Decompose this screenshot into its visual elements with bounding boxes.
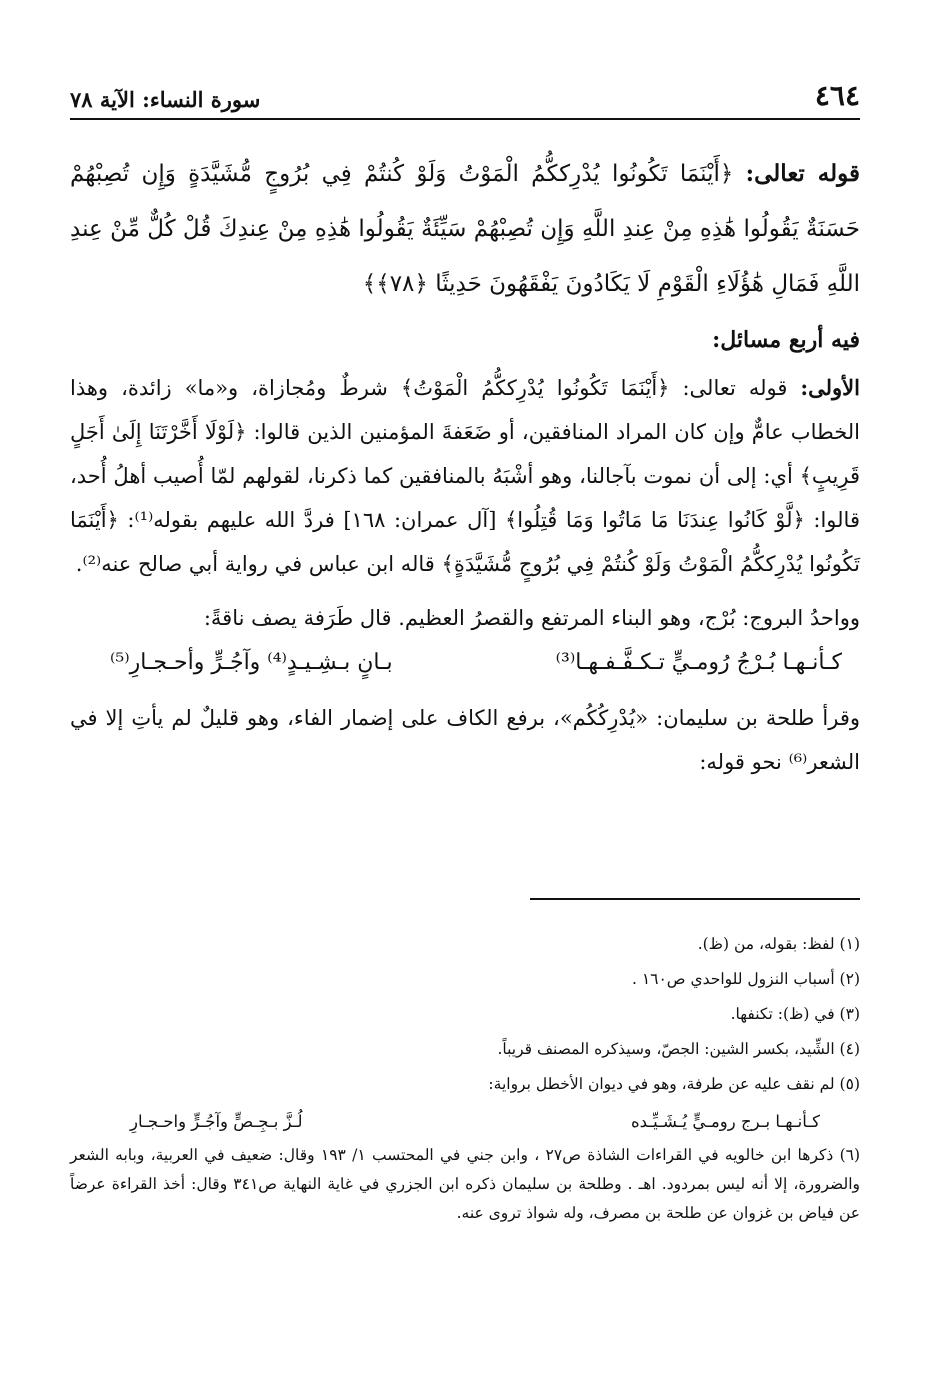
running-title: سورة النساء: الآية ٧٨ [70, 87, 261, 112]
poem-verse [70, 640, 860, 686]
footnote-3: (٣) في (ظ): تكنفها. [730, 1005, 860, 1023]
footnote-separator [530, 898, 860, 900]
page-number: ٤٦٤ [814, 79, 860, 112]
intro-label: قوله تعالى: [745, 160, 860, 187]
footnote-4: (٤) الشِّيد، بكسر الشين: الجصّ، وسيذكره المصنف قريباً. [497, 1040, 860, 1058]
quran-verse-block [70, 146, 860, 312]
verse-first-hemistich: كـأنـهـا بُـرْجُ رُومـيٍّ تـكـفَّـفـهـا⁽³⁾ [555, 650, 842, 675]
verse-second-hemistich: بـانٍ بـشِـيـدٍ⁽⁴⁾ وآجُـرٍّ وأحـجـارِ⁽⁵⁾ [110, 650, 393, 675]
quran-verse: ﴿أَيْنَمَا تَكُونُوا يُدْرِككُّمُ الْمَوْتُ وَلَوْ كُنتُمْ فِي بُرُوجٍ مُّشَيَّدَةٍ وَإِن تُصِبْهُمْ حَسَنَةٌ يَقُولُوا هَٰذِهِ مِنْ عِندِ اللَّهِ وَإِن تُصِبْهُمْ سَيِّئَةٌ يَقُولُوا هَٰذِهِ مِنْ عِندِكَ قُلْ كُلٌّ مِّنْ عِندِ اللَّهِ فَمَالِ هَٰؤُلَاءِ الْقَوْمِ لَا يَكَادُونَ يَفْقَهُونَ حَدِيثًا ﴿٧٨﴾﴾ [70, 161, 860, 297]
paragraph-burj: وواحدُ البروج: بُرْج، وهو البناء المرتفع والقصرُ العظيم. قال طَرَفة يصف ناقةً: [203, 606, 860, 630]
main-text [70, 146, 860, 784]
page-header [70, 78, 860, 120]
footnote-2: (٢) أسباب النزول للواحدي ص١٦٠ . [631, 970, 860, 988]
footnote-1: (١) لفظ: بقوله، من (ظ). [697, 935, 860, 953]
paragraph-first-issue [70, 366, 860, 586]
footnote-5-verse [70, 1105, 860, 1139]
paragraph-reading: وقرأ طلحة بن سليمان: «يُدْرِكُكُم»، برفع الكاف على إضمار الفاء، وهو قليلٌ لم يأتِ إلا في الشعر⁽⁶⁾ نحو قوله: [70, 706, 860, 774]
footnote-verse-first: كـأنـهـا بـرج رومـيٍّ يُـشَـيِّـده [631, 1112, 820, 1131]
footnote-verse-second: لُـزَّ بـجِـصٍّ وآجُـرٍّ واحـجـارِ [130, 1112, 303, 1131]
footnote-5: (٥) لم نقف عليه عن طرفة، وهو في ديوان الأخطل برواية: [488, 1075, 860, 1093]
section-heading: فيه أربع مسائل: [712, 327, 860, 353]
first-issue-text: قوله تعالى: ﴿أَيْنَمَا تَكُونُوا يُدْرِككُّمُ الْمَوْتُ﴾ شرطٌ ومُجازاة، و«ما» زائدة، وهذا الخطاب عامٌّ وإن كان المراد المنافقين، أو ضَعَفةَ المؤمنين الذين قالوا: ﴿لَوْلَا أَخَّرْتَنَا إِلَىٰ أَجَلٍ قَرِيبٍ﴾ أي: إلى أن نموت بآجالنا، وهو أشْبَهُ بالمنافقين كما ذكرنا، لقولهم لمّا أُصيب أهلُ أُحد، قالوا: ﴿لَّوْ كَانُوا عِندَنَا مَا مَاتُوا وَمَا قُتِلُوا﴾ [آل عمران: ١٦٨] فردَّ الله عليهم بقوله⁽¹⁾: ﴿أَيْنَمَا تَكُونُوا يُدْرِككُّمُ الْمَوْتُ وَلَوْ كُنتُمْ فِي بُرُوجٍ مُّشَيَّدَةٍ﴾ قاله ابن عباس في رواية أبي صالح عنه⁽²⁾. [70, 376, 860, 576]
footnote-6: (٦) ذكرها ابن خالويه في القراءات الشاذة ص٢٧ ، وابن جني في المحتسب ١/ ١٩٣ وقال: ضعيف في العربية، وبابه الشعر والضرورة، إلا أنه ليس بمردود. اهـ . وطلحة بن سليمان ذكره ابن الجزري في غاية النهاية ص٣٤١ وقال: أخذ القراءة عرضاً عن فياض بن غزوان عن طلحة بن مصرف، وله شواذ تروى عنه. [70, 1146, 861, 1222]
first-issue-label: الأولى: [800, 375, 860, 400]
footnotes [70, 930, 860, 1234]
